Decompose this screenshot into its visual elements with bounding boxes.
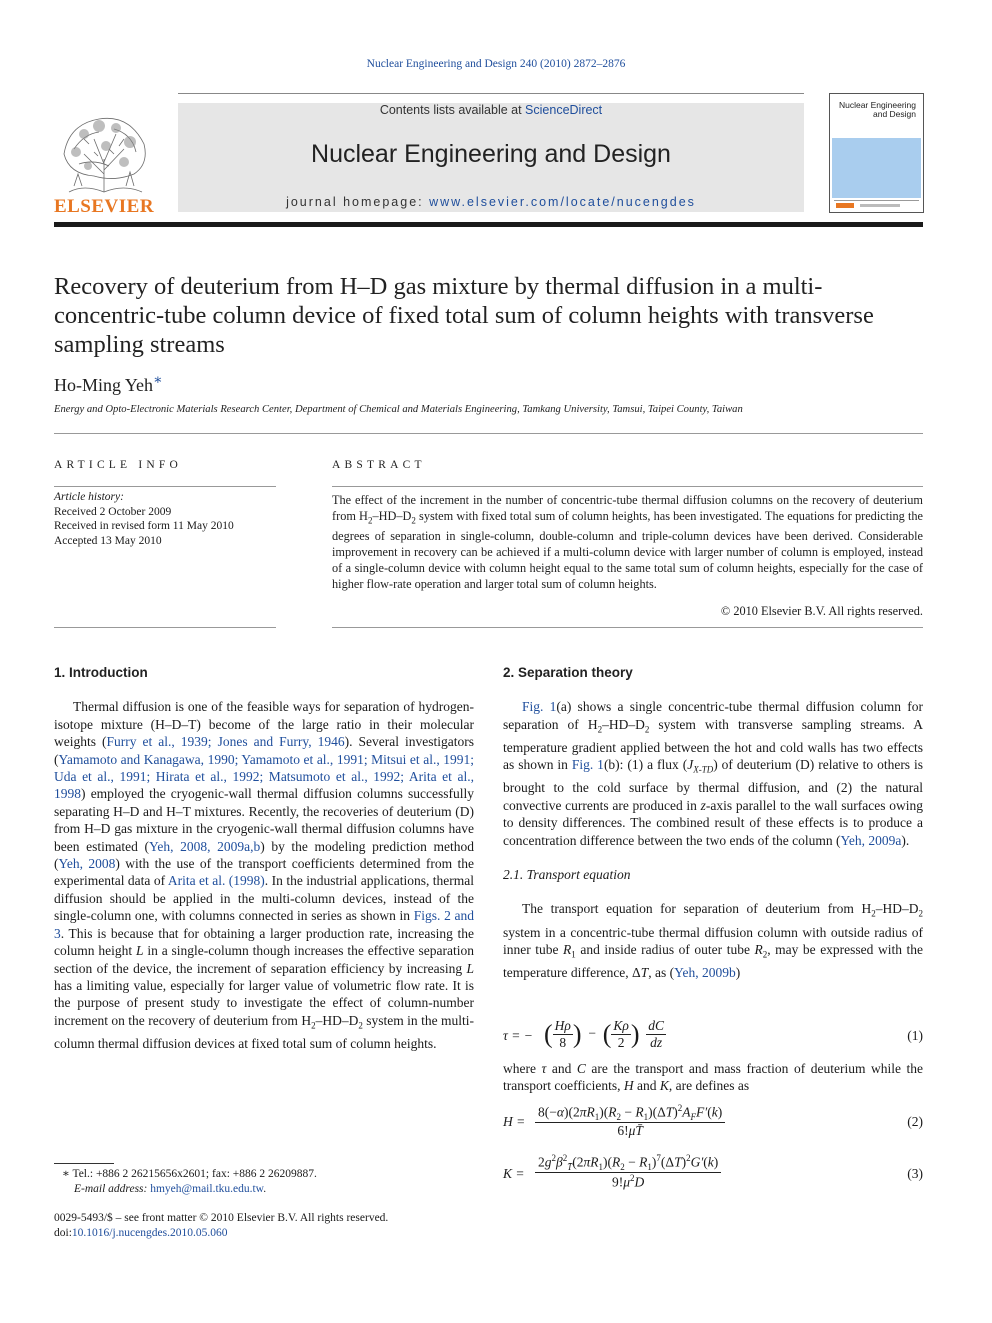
ref-arita[interactable]: Arita et al. (1998) [167,873,265,889]
article-title: Recovery of deuterium from H–D gas mixture by thermal diffusion in a multi-concentric-tube column device of fixed total sum of column heights with transverse sampling streams [54,273,874,358]
footnote-rule [54,1163,114,1164]
intro-heading: 1. Introduction [54,665,148,680]
ref-yeh-2009a[interactable]: Yeh, 2009a [840,832,902,848]
contents-line: Contents lists available at ScienceDirect [379,103,603,117]
ref-yeh-2008-2009[interactable]: Yeh, 2008, 2009a,b [148,838,261,854]
author: Ho-Ming Yeh∗ [54,373,163,395]
affiliation: Energy and Opto-Electronic Materials Research Center, Department of Chemical and Materials Engineering, Tamkang University, Tamsui, Taipei County, Taiwan [54,404,743,415]
cover-title: Nuclear Engineering and Design [838,100,916,119]
revised-date: Received in revised form 11 May 2010 [54,520,234,532]
ref-fig1a[interactable]: Fig. 1 [522,699,557,715]
header-thick-rule [54,222,923,227]
footnote-email: E-mail address: hmyeh@mail.tku.edu.tw. [74,1183,267,1195]
equation-1-number: (1) [907,1028,923,1043]
cover-footer-line [860,204,900,207]
author-footnote-mark[interactable]: ∗ [153,373,163,388]
equation-3: K = $\frac{2g^2\beta^2_{T̄}(2\pi R_1)(R_2 - R_1)^7(\Delta T)^2G'(k)}{9!\mu^2D}$ (3) [503,1153,923,1190]
abstract-rule [332,486,923,487]
cover-blue-panel [832,138,921,198]
header-top-rule [178,93,804,94]
article-history [54,490,276,548]
cover-top-band [834,98,919,134]
equation-1: τ = − ( $\frac{H\rho}{8}$ ) − ( $\frac{K\rho}{2}$ ) $\frac{dC}{dz}$ (1) [503,1018,923,1050]
doi-link[interactable]: 10.1016/j.nucengdes.2010.05.060 [71,1227,228,1239]
column-right [503,664,923,981]
equation-3-number: (3) [907,1166,923,1181]
issn-line: 0029-5493/$ – see front matter © 2010 Elsevier B.V. All rights reserved. [54,1212,389,1224]
footnotes [54,1167,474,1197]
ref-yamamoto-etal[interactable]: Yamamoto and Kanagawa, 1990; Yamamoto et al., 1991; Mitsui et al., 1991; Uda et al., 1991; Hirata et al., 1992; Matsumoto et al., 1992; Arita et al., 1998 [54,751,474,802]
column-left [54,664,474,1052]
equation-2: H = $8(-\alpha)(2\pi R_1)(R_2 - R_1)(\Delta T)^2A_FF'(k)$ 6!μT̄ (2) [503,1103,923,1139]
article-info-heading: ARTICLE INFO [54,459,182,471]
article-info-rule [54,486,276,487]
elsevier-logo [54,104,154,216]
email-link[interactable]: hmyeh@mail.tku.edu.tw [150,1183,264,1195]
doi-line: doi:10.1016/j.nucengdes.2010.05.060 [54,1227,228,1239]
front-matter [54,1211,474,1241]
ref-yeh-2009b[interactable]: Yeh, 2009b [674,965,736,981]
journal-cover-thumbnail[interactable] [829,93,924,213]
cover-bottom-rule [834,200,919,201]
received-date: Received 2 October 2009 [54,505,172,518]
accepted-date: Accepted 13 May 2010 [54,534,162,547]
footnote-tel: ∗ Tel.: +886 2 26215656x2601; fax: +886 2 26209887. [62,1168,317,1180]
transport-paragraph: The transport equation for separation of deuterium from $H_2-HD-D_2$ system in a concentric-tube thermal diffusion column with outside radius of inner tube $R_1$ and inside radius of outer tube $R_2$, may be expressed with the temperature difference, ΔT, as (Yeh, 2009b) [503,901,923,981]
abstract-bottom-rule [332,627,923,628]
transport-coeff-text [503,1060,923,1095]
journal-title: Nuclear Engineering and Design [311,140,671,168]
rule-after-affiliation [54,433,923,434]
cover-logo-mark [836,203,854,208]
abstract-text: The effect of the increment in the number of concentric-tube thermal diffusion columns on the recovery of deuterium from $H_2-HD-D_2$ system with fixed total sum of column heights, has been investigated. The equations for predicting the degrees of separation in single-column, double-column and triple-column devices have been derived. Considerable improvement in recovery can be achieved if a multi-column device with larger number of column is employed, instead of a single-column device with column height equal to the same total sum of column heights, especially for the case of higher flow-rate operation and larger total sum of column heights. [332,493,924,592]
journal-homepage: journal homepage: www.elsevier.com/locate/nucengdes [286,195,696,209]
journal-citation[interactable]: Nuclear Engineering and Design 240 (2010) 2872–2876 [366,58,626,70]
article-info-bottom-rule [54,627,276,628]
abstract-heading: ABSTRACT [332,459,426,471]
separation-paragraph: Fig. 1(a) shows a single concentric-tube thermal diffusion column for separation of $H_2-HD-D_2$ system with transverse sampling streams. A temperature gradient applied between the hot and cold walls has two effects as shown in Fig. 1(b): (1) a flux $(J_{X-TD})$ of deuterium (D) relative to others is brought to the cold surface by thermal diffusion, and (2) the natural convective currents are produced in z-axis parallel to the wall surfaces owing to density differences. The combined result of these effects is to produce a concentration difference between the two ends of the column (Yeh, 2009a). [503,699,924,848]
ref-fig1b[interactable]: Fig. 1 [571,757,604,773]
intro-paragraph: Thermal diffusion is one of the feasible ways for separation of hydrogen-isotope mixture (H–D–T) become of the large ratio in their molecular weights (Furry et al., 1939; Jones and Furry, 1946). Several investigators (Yamamoto and Kanagawa, 1990; Yamamoto et al., 1991; Mitsui et al., 1991; Uda et al., 1991; Hirata et al., 1992; Matsumoto et al., 1992; Arita et al., 1998) employed the cryogenic-wall thermal diffusion columns successfully separating H–D and H–T mixtures. Recently, the recoveries of deuterium (D) from H–D gas mixture in the cryogenic-wall thermal diffusion columns have been estimated (Yeh, 2008, 2009a,b) by the modeling prediction method (Yeh, 2008) with the use of the transport coefficients determined from the experimental data of Arita et al. (1998). In the industrial applications, thermal diffusion should be applied in the multi-column devices, instead of the single-column one, with columns connected in series as shown in Figs. 2 and 3. This is because that for obtaining a larger production rate, increasing the column height L in a single-column though increases the effective separation section of the device, the increment of separation efficiency by increasing L has a limiting value, especially for larger value of volumetric flow rate. It is the purpose of present study to investigate the effect of column-number increment on the recovery of deuterium from $H_2-HD-D_2$ system in the multi-column thermal diffusion devices at fixed total sum of column heights. [54,699,475,1051]
transport-equation-heading: 2.1. Transport equation [503,867,631,883]
separation-theory-heading: 2. Separation theory [503,665,633,680]
history-label: Article history: [54,491,124,503]
elsevier-wordmark: ELSEVIER [54,196,154,216]
where-paragraph: where τ and C are the transport and mass fraction of deuterium while the transport coefficients, H and K, are defines as [503,1061,923,1094]
homepage-link[interactable]: www.elsevier.com/locate/nucengdes [429,195,696,209]
sciencedirect-link[interactable]: ScienceDirect [525,103,603,117]
ref-figs-2-3[interactable]: Figs. 2 and 3 [54,908,474,941]
ref-furry[interactable]: Furry et al., 1939; Jones and Furry, 1946 [106,734,345,750]
abstract-copyright: © 2010 Elsevier B.V. All rights reserved. [720,604,923,618]
ref-yeh-2008[interactable]: Yeh, 2008 [58,856,116,872]
equation-2-number: (2) [907,1114,923,1129]
